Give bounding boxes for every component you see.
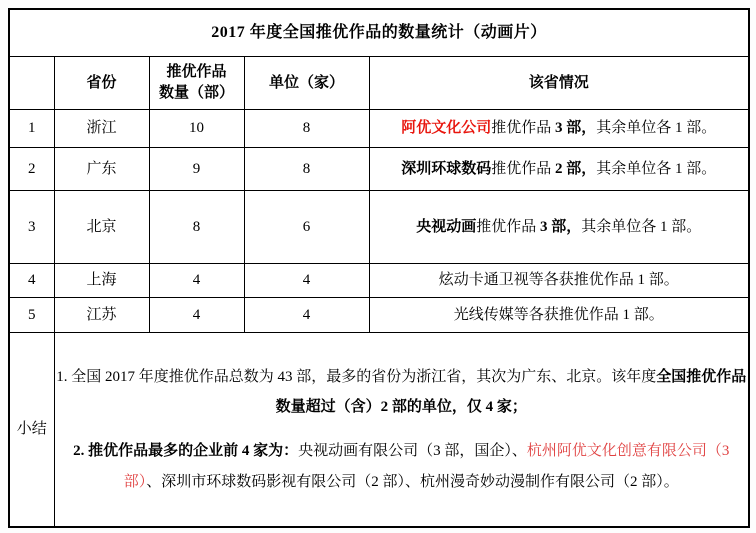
- stats-table: [8, 8, 750, 528]
- situation-text: 其余单位各 1 部。: [581, 218, 702, 235]
- table-row: [9, 148, 749, 191]
- works-count-emphasis: 2 部，: [555, 160, 597, 177]
- situation-cell: [369, 191, 749, 264]
- province-cell: 上海: [54, 264, 149, 298]
- table-row: [9, 298, 749, 333]
- summary-text: 、深圳市环球数码影视有限公司（2 部）、杭州漫奇妙动漫制作有限公司（2 部）。: [146, 473, 679, 490]
- works-count-cell: 9: [149, 148, 244, 191]
- header-units: 单位（家）: [244, 57, 369, 110]
- works-count-emphasis: 3 部，: [540, 218, 582, 235]
- company-name-emphasis: 深圳环球数码: [401, 160, 492, 177]
- situation-cell: [369, 298, 749, 333]
- province-cell: 浙江: [54, 110, 149, 148]
- situation-cell: [369, 110, 749, 148]
- province-cell: 广东: [54, 148, 149, 191]
- table-row: [9, 191, 749, 264]
- situation-text: 光线传媒等各获推优作品 1 部。: [453, 306, 664, 323]
- units-count-cell: 8: [244, 148, 369, 191]
- row-index: 3: [9, 191, 54, 264]
- situation-text: 炫动卡通卫视等各获推优作品 1 部。: [438, 272, 679, 289]
- works-count-cell: 4: [149, 298, 244, 333]
- situation-text: 其余单位各 1 部。: [596, 160, 717, 177]
- units-count-cell: 8: [244, 110, 369, 148]
- situation-cell: [369, 148, 749, 191]
- situation-cell: [369, 264, 749, 298]
- units-count-cell: 4: [244, 264, 369, 298]
- works-count-emphasis: 3 部，: [555, 120, 597, 137]
- title-row: [9, 9, 749, 57]
- summary-point-1: [55, 362, 749, 424]
- row-index: 2: [9, 148, 54, 191]
- company-name-emphasis: 央视动画: [416, 218, 477, 235]
- header-province: 省份: [54, 57, 149, 110]
- table-row: [9, 110, 749, 148]
- row-index: 1: [9, 110, 54, 148]
- situation-text: 推优作品: [491, 120, 555, 137]
- summary-text: 央视动画有限公司（3 部，国企）、: [298, 443, 527, 459]
- table-row: [9, 264, 749, 298]
- summary-text-emphasis: 2. 推优作品最多的企业前 4 家为：: [73, 443, 299, 459]
- works-count-cell: 8: [149, 191, 244, 264]
- summary-row: [9, 333, 749, 528]
- units-count-cell: 4: [244, 298, 369, 333]
- summary-label: 小结: [9, 333, 54, 528]
- row-index: 4: [9, 264, 54, 298]
- summary-text-emphasis: 全国推优作品数量超过（含）2 部的单位，仅 4 家；: [275, 368, 747, 416]
- header-works-line1: 推优作品: [166, 64, 227, 80]
- row-index: 5: [9, 298, 54, 333]
- province-cell: 江苏: [54, 298, 149, 333]
- table-title: 2017 年度全国推优作品的数量统计（动画片）: [9, 9, 749, 57]
- province-cell: 北京: [54, 191, 149, 264]
- header-works-line2: 数量（部）: [158, 85, 234, 101]
- summary-text: 1. 全国 2017 年度推优作品总数为 43 部，最多的省份为浙江省，其次为广东、北京。该年度: [56, 368, 657, 385]
- header-works-count: [149, 57, 244, 110]
- summary-point-2: [55, 436, 749, 498]
- header-row: [9, 57, 749, 110]
- situation-text: 推优作品: [491, 160, 555, 177]
- situation-text: 推优作品: [476, 218, 540, 235]
- summary-content: [54, 333, 749, 528]
- works-count-cell: 10: [149, 110, 244, 148]
- header-situation: 该省情况: [369, 57, 749, 110]
- header-index: [9, 57, 54, 110]
- units-count-cell: 6: [244, 191, 369, 264]
- situation-text: 其余单位各 1 部。: [596, 120, 717, 137]
- works-count-cell: 4: [149, 264, 244, 298]
- company-name-highlight: 杭州阿优文化创意有限公司（3 部）: [123, 443, 730, 490]
- company-name-highlight: 阿优文化公司: [401, 120, 492, 137]
